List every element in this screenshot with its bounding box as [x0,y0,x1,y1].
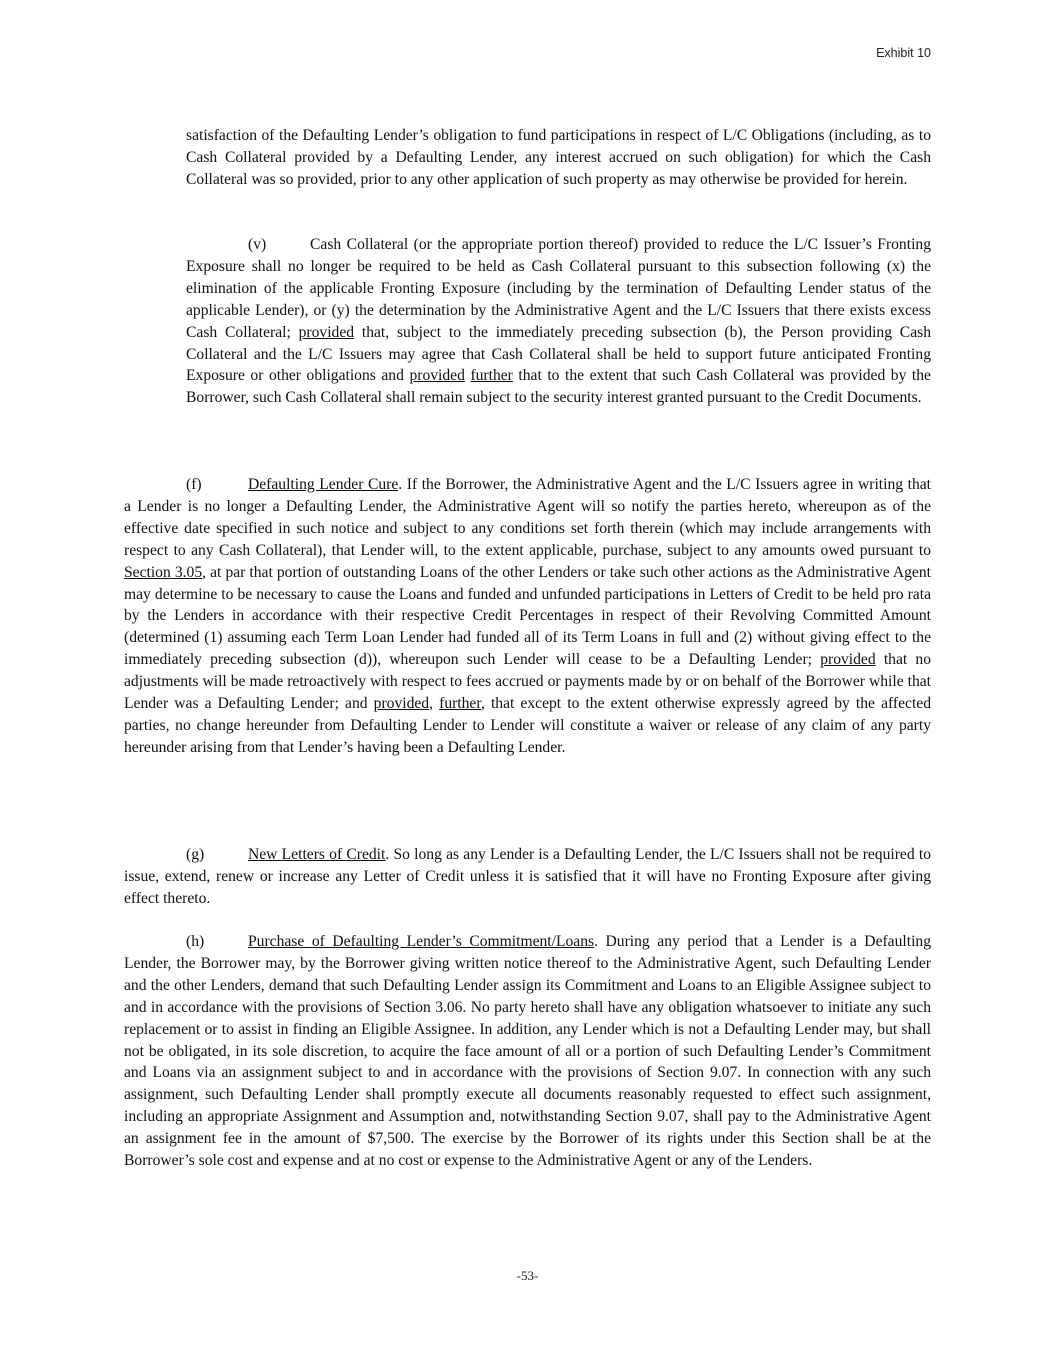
clause-number: (g) [186,846,205,863]
paragraph-text: . If the Borrower, the Administrative Agent and the L/C Issuers agree in writing that a Lender is no longer a Defaulting Lender, the Administrative Agent will so notify the parties hereto, whereupon as of the effective date specified in such notice and subject to any conditions set forth therein (which may include arrangements with respect to any Cash Collateral), that Lender will, to the extent applicable, purchase, subject to any amounts owed pursuant to [124,476,932,559]
page-number: -53- [516,1268,539,1283]
paragraph-h [124,931,931,1172]
section-reference: Section 3.05 [124,563,203,581]
underlined-term: provided [820,651,876,669]
clause-title: New Letters of Credit [248,846,386,863]
paragraph-v [186,234,931,409]
paragraph-f [124,474,931,759]
clause-number: (v) [248,236,267,253]
paragraph-text: that to the extent that such Cash Collateral was provided by the Borrower, such Cash Collateral shall remain subject to the security interest granted pursuant to the Credit Documents. [186,367,931,407]
paragraph-text: Cash Collateral (or the appropriate portion thereof) provided to reduce the L/C Issuer’s Fronting Exposure shall no longer be required to be held as Cash Collateral pursuant to this subsection following (x) the elimination of the applicable Fronting Exposure (including by the termination of Defaulting Lender status of the applicable Lender), or (y) the determination by the Administrative Agent and the L/C Issuers that there exists excess Cash Collateral; [186,236,931,341]
underlined-term: provided [298,323,355,341]
paragraph-text: that no adjustments will be made retroactively with respect to fees accrued or payments made by or on behalf of the Borrower while that Lender was a Defaulting Lender; and [124,651,932,713]
exhibit-label: Exhibit 10 [876,46,931,60]
paragraph-continuation [186,125,931,191]
paragraph-text: . During any period that a Lender is a Defaulting Lender, the Borrower may, by the Borrower giving written notice thereof to the Administrative Agent, such Defaulting Lender and the other Lenders, demand that such Defaulting Lender assign its Commitment and Loans to an Eligible Assignee subject to and in accordance with the provisions of Section 3.06. No party hereto shall have any obligation whatsoever to initiate any such replacement or to assist in finding an Eligible Assignee. In addition, any Lender which is not a Defaulting Lender may, but shall not be obligated, in its sole discretion, to acquire the face amount of all or a portion of such Defaulting Lender’s Commitment and Loans via an assignment subject to and in accordance with the provisions of Section 9.07. In connection with any such assignment, such Defaulting Lender shall promptly execute all documents reasonably requested to effect such assignment, including an appropriate Assignment and Assumption and, notwithstanding Section 9.07, shall pay to the Administrative Agent an assignment fee in the amount of $7,500. The exercise by the Borrower of its rights under this Section shall be at the Borrower’s sole cost and expense and at no cost or expense to the Administrative Agent or any of the Lenders. [124,933,931,1170]
underlined-term: provided [373,695,430,713]
underlined-term: further [470,367,513,385]
clause-number: (h) [186,933,205,950]
underlined-term: further [439,695,481,713]
paragraph-g [124,844,931,910]
paragraph-text: , at par that portion of outstanding Loans of the other Lenders or take such other actions as the Administrative Agent may determine to be necessary to cause the Loans and funded and unfunded participations in Letters of Credit to be held pro rata by the Lenders in accordance with their respective Credit Percentages in respect of their Revolving Committed Amount (determined (1) assuming each Term Loan Lender had funded all of its Term Loans in full and (2) without giving effect to the immediately preceding subsection (d)), whereupon such Lender will cease to be a Defaulting Lender; [124,563,931,669]
paragraph-text: that, subject to the immediately preceding subsection (b), the Person providing Cash Collateral and the L/C Issuers may agree that Cash Collateral shall be held to support future anticipated Fronting Exposure or other obligations and [186,323,931,385]
clause-title: Defaulting Lender Cure [248,476,399,493]
clause-number: (f) [186,476,202,493]
paragraph-text: , that except to the extent otherwise expressly agreed by the affected parties, no change hereunder from Defaulting Lender to Lender will constitute a waiver or release of any claim of any party hereunder arising from that Lender’s having been a Defaulting Lender. [124,695,932,756]
paragraph-text: , [429,695,440,713]
underlined-term: provided [409,367,465,385]
clause-title: Purchase of Defaulting Lender’s Commitment/Loans [248,933,595,950]
paragraph-text: satisfaction of the Defaulting Lender’s obligation to fund participations in respect of L/C Obligations (including, as to Cash Collateral provided by a Defaulting Lender, any interest accrued on such obligation) for which the Cash Collateral was so provided, prior to any other application of such property as may otherwise be provided for herein. [186,127,931,188]
paragraph-text: . So long as any Lender is a Defaulting Lender, the L/C Issuers shall not be required to issue, extend, renew or increase any Letter of Credit unless it is satisfied that it will have no Fronting Exposure after giving effect thereto. [124,846,931,907]
